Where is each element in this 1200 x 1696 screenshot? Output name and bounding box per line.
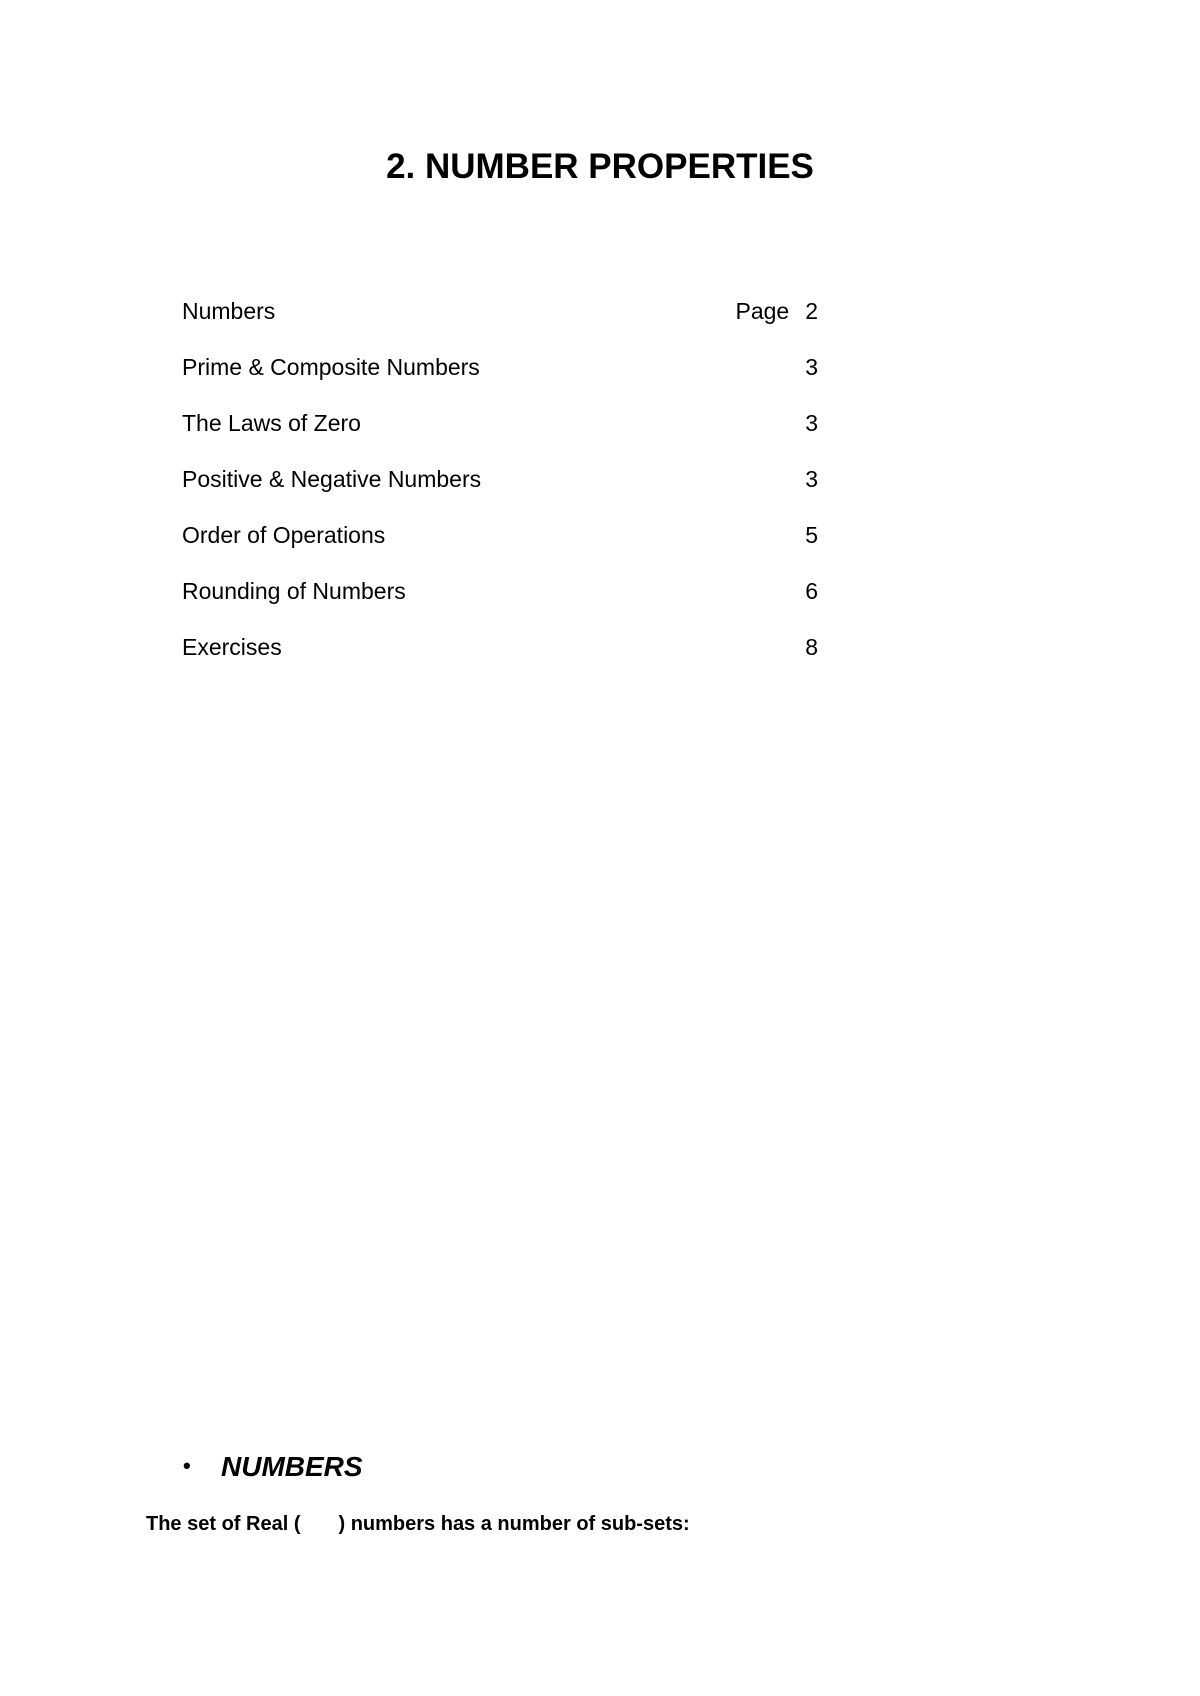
toc-label: Order of Operations bbox=[182, 522, 386, 548]
toc-page-word: Page bbox=[735, 298, 790, 324]
toc-row bbox=[182, 576, 818, 632]
toc-page-number: 6 bbox=[805, 578, 818, 604]
toc-row bbox=[182, 520, 818, 576]
toc-page-number: 3 bbox=[805, 466, 818, 492]
toc-page-number bbox=[735, 296, 818, 326]
toc-row bbox=[182, 464, 818, 520]
toc-page-number: 3 bbox=[805, 354, 818, 380]
toc-page-number: 8 bbox=[805, 634, 818, 660]
intro-paragraph bbox=[146, 1511, 690, 1537]
toc-page-number: 3 bbox=[805, 410, 818, 436]
toc-label: The Laws of Zero bbox=[182, 410, 361, 436]
table-of-contents bbox=[182, 296, 818, 688]
toc-row bbox=[182, 632, 818, 688]
toc-row bbox=[182, 408, 818, 464]
toc-label: Positive & Negative Numbers bbox=[182, 466, 482, 492]
page-title: 2. NUMBER PROPERTIES bbox=[386, 147, 814, 186]
section-heading-numbers bbox=[183, 1448, 363, 1485]
section-heading-text: NUMBERS bbox=[221, 1451, 363, 1482]
intro-text-before: The set of Real ( bbox=[146, 1513, 301, 1535]
toc-page-number: 5 bbox=[805, 522, 818, 548]
toc-label: Numbers bbox=[182, 298, 276, 324]
toc-page-value: 2 bbox=[805, 298, 818, 324]
bullet-icon: • bbox=[183, 1453, 191, 1478]
toc-label: Rounding of Numbers bbox=[182, 578, 406, 604]
intro-text-after: ) numbers has a number of sub-sets: bbox=[338, 1513, 690, 1535]
toc-label: Exercises bbox=[182, 634, 282, 660]
toc-label: Prime & Composite Numbers bbox=[182, 354, 480, 380]
toc-row bbox=[182, 296, 818, 352]
toc-row bbox=[182, 352, 818, 408]
